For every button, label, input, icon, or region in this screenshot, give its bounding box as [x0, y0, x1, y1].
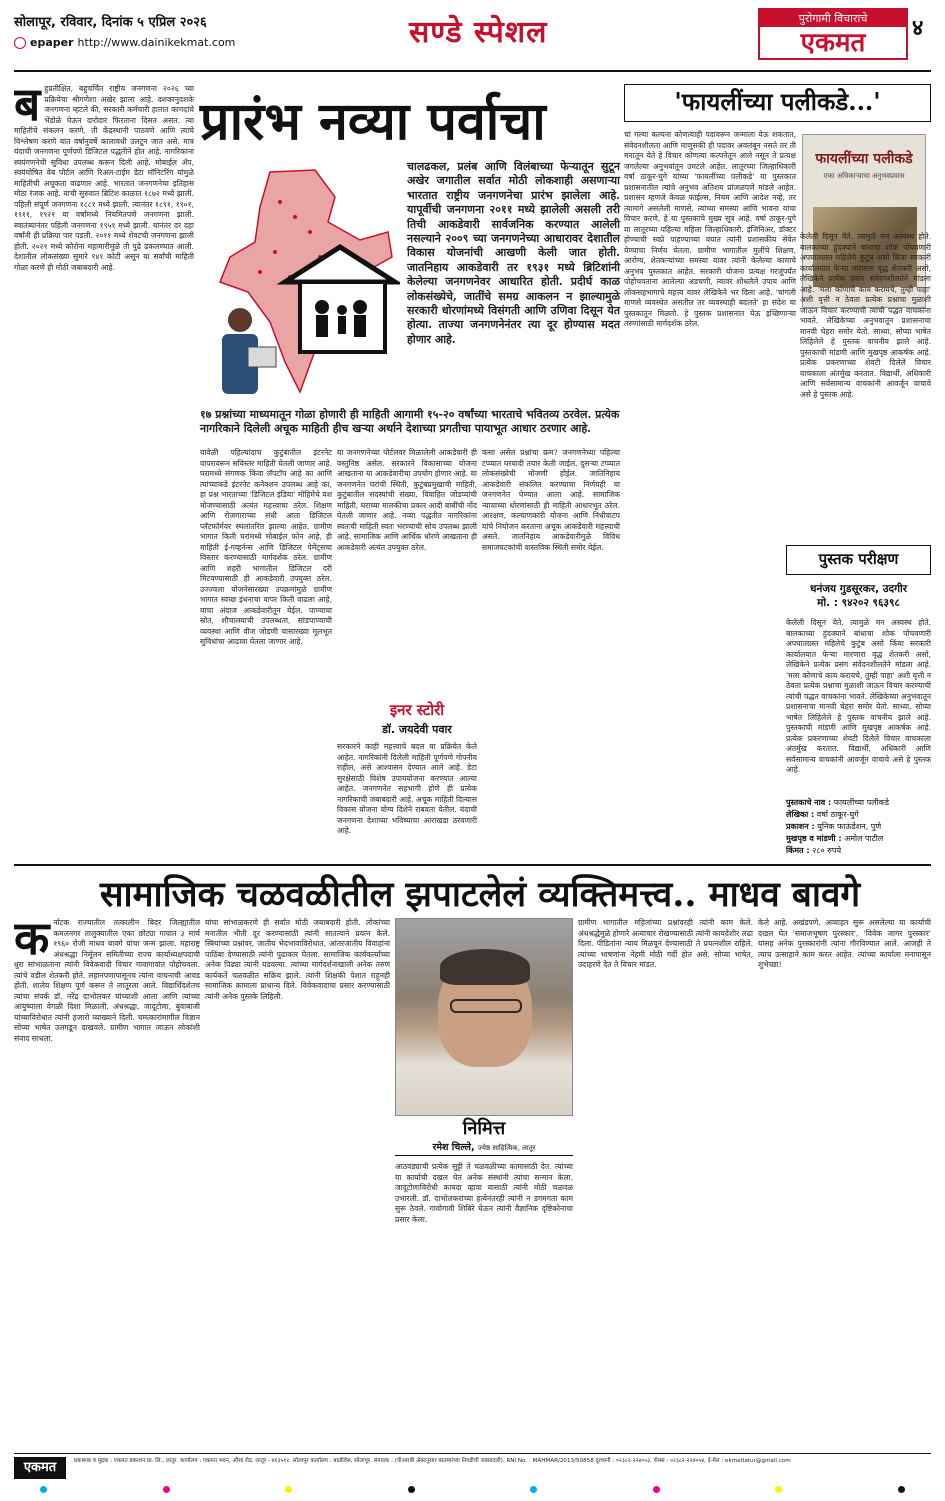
book-name-value: फायलींच्या पलीकडे	[833, 798, 890, 807]
registration-dot-yellow	[285, 1486, 292, 1493]
lead-column-a: यावेळी पहिल्यांदाच कुटुंबातील इंटरनेट वापरावरून सविस्तर माहिती घेतली जाणार आहे. घरामध्ये संगणक किंवा लॅपटॉप आहे का आणि त्यांच्याकडे इंटरनेट कनेक्शन उपलब्ध आहे का, हा प्रश्न भारताच्या 'डिजिटल इंडिया' मोहिमेचे यश मोजण्यासाठी अत्यंत महत्त्वाचा ठरेल. शिक्षण आणि रोजगाराच्या संधी आता डिजिटल प्लॅटफॉर्मवर स्थलांतरित झाल्या आहेत. ग्रामीण भागात किती घरांमध्ये मोबाईल फोन आहे, ही माहिती ई-गव्हर्नन्स आणि डिजिटल पेमेंट्सचा विस्तार करण्यासाठी मार्गदर्शक ठरेल. ग्रामीण आणि शहरी भागातील डिजिटल दरी मिटवण्यासाठी ही आकडेवारी उपयुक्त ठरेल. उज्ज्वला योजनेसारख्या उपक्रमांमुळे ग्रामीण भागात स्वच्छ इंधनाचा वापर किती वाढला आहे, याचा अंदाज आकडेवारीतून येईल. पाण्याचा स्रोत, शौचालयाची उपलब्धता, सांडपाण्याची व्यवस्था आणि वीज जोडणी यासारख्या मूलभूत सुविधांचा आढावा घेतला जाणार आहे.	[200, 448, 332, 646]
reviewer-byline	[786, 582, 931, 610]
edition-date: सोलापूर, रविवार, दिनांक ५ एप्रिल २०२६	[14, 15, 207, 30]
book-author-label: लेखिका :	[786, 810, 815, 819]
feature-dropcap: क	[14, 918, 50, 965]
imprint-text: प्रकाशक व मुद्रक : एकमत प्रकाशन प्रा. लि., लातूर. कार्यालय : एकमत भवन, औसा रोड, लातूर - ४१३५१२. सोलापूर कार्यालय : बाळीवेस, सोलापूर. संपादक : (पीआरबी ॲक्टनुसार बातम्यांच्या निवडीची जबाबदारी). RNI No. : MAHMAR/2013/50858 दूरध्वनी : ०२३८२-२२४०५३, फॅक्स : ०२३८२-२२४०५४, ई-मेल : ekmatlatur@gmail.com	[74, 1458, 791, 1464]
inner-story-byline	[337, 700, 497, 737]
book-price-label: किंमत :	[786, 846, 810, 855]
photo-caption-name: रमेश चिल्ले,	[432, 1142, 475, 1153]
feature-column-3: आठवड्याची प्रत्येक सुट्टी ते चळवळीच्या कामासाठी देत. त्यांच्या या कार्याची दखल घेत अनेक संस्थांनी त्यांचा सन्मान केला. जादूटोणाविरोधी कायदा व्हावा यासाठी त्यांनी मोठी चळवळ उभारली. डॉ. दाभोलकरांच्या हत्येनंतरही त्यांनी न डगमगता काम सुरू ठेवले. गावोगावी शिबिरे घेऊन त्यांनी वैज्ञानिक दृष्टिकोनाचा प्रसार केला.	[395, 1162, 573, 1224]
photo-caption-label: निमित्त	[462, 1118, 506, 1139]
book-publisher-label: प्रकाशन :	[786, 822, 815, 831]
feature-column-5: केले आहे. अखंडपणे, अव्याहत सुरू असलेल्या या कार्याची दखल घेत 'समाजभूषण पुरस्कार', 'विवेक जागर पुरस्कार' यांसह अनेक पुरस्कारांनी त्यांना गौरविण्यात आले. आजही ते त्याच उत्साहाने काम करत आहेत. त्यांच्या कार्याला मनापासून शुभेच्छा!	[758, 918, 931, 969]
print-registration-marks	[0, 1486, 945, 1498]
book-publisher-value: युनिक फाऊंडेशन, पुणे	[817, 822, 882, 831]
section-title: सण्डे स्पेशल	[409, 15, 548, 50]
reviewer-mobile: मो. : ९४२०२ ९६३९८	[817, 597, 900, 609]
lead-column-c: कसा असेल प्रश्नांचा क्रम? जनगणनेच्या पहिल्या टप्प्यात घरयादी तयार केली जाईल. दुसऱ्या टप्प्यात लोकसंख्येची मोजणी होईल. जातिनिहाय आकडेवारी संकलित करण्याचा निर्णयही या जनगणनेत घेण्यात आला आहे. सामाजिक न्यायाच्या धोरणांसाठी ही माहिती आधारभूत ठरेल. आरक्षण, कल्याणकारी योजना आणि निधीवाटप यांचे नियोजन करताना अचूक आकडेवारी महत्त्वाची असते. जातनिहाय आकडेवारीमुळे विविध समाजघटकांची वास्तविक स्थिती समोर येईल.	[482, 448, 620, 552]
book-cover-subtitle: एका अधिकाऱ्याचा अनुभवप्रवास	[823, 172, 905, 180]
masthead	[14, 8, 931, 70]
feature-column-2: यांचा सांभाळकरणे ही सर्वात मोठी जबाबदारी होती. लोकांच्या मनातील भीती दूर करण्यासाठी त्यांनी सातत्याने प्रयत्न केले. स्त्रियांच्या प्रश्नांवर, जातीय भेदभावाविरोधात, आंतरजातीय विवाहांना पाठिंबा देण्यासाठी त्यांनी पुढाकार घेतला. सामाजिक कार्यकर्त्यांच्या अनेक पिढ्या त्यांनी घडवल्या. त्यांच्या मार्गदर्शनाखाली अनेक तरुण कार्यकर्ते चळवळीत सक्रिय झाले. त्यांनी शिक्षकी पेशात राहूनही सामाजिक कामाला प्राधान्य दिले. विवेकवादाचा प्रसार करण्यासाठी त्यांनी अनेक पुस्तके लिहिली.	[205, 918, 390, 1001]
inner-story-author: डॉ. जयदेवी पवार	[382, 723, 452, 736]
lead-col1-text: हुप्रतीक्षित, बहुचर्चित राष्ट्रीय जनगणना २०२६ च्या प्रक्रियेचा श्रीगणेशा अखेर झाला आहे. दशकानुदशके जनगणना म्हटले की, सरकारी कर्मचारी हातात कागदांचे भेंडोळे घेऊन दारोदार फिरताना दिसत असत. त्या माहितीचे संकलन करणे, ती केंद्रस्थानी पाठवणे आणि त्याचे विश्लेषण करणे यात वर्षानुवर्षे कालावधी उलटून जात असे. मात्र यंदाची जनगणना पूर्णपणे डिजिटल पद्धतीने होत आहे. नागरिकांना स्वयंगणनेची सुविधा उपलब्ध करून दिली आहे. मोबाईल ॲप, स्वयंघोषित वेब पोर्टल आणि रिअल-टाईम डेटा मॉनिटरिंग यांमुळे माहितीची अचूकता वाढणार आहे. भारतात जनगणनेचा इतिहास मोठा रंजक आहे. याची सुरुवात ब्रिटिश काळात १८७२ मध्ये झाली. पहिली संपूर्ण जनगणना १८८१ मध्ये झाली. त्यानंतर १८९१, १९०१, १९११, १९२१ या वर्षांमध्ये नियमितपणे जनगणना झाली. स्वातंत्र्यानंतर पहिली जनगणना १९५१ मध्ये झाली. यानंतर दर दहा वर्षांनी ही प्रक्रिया पार पडली. २०११ मध्ये शेवटची जनगणना झाली होती. २०२१ मध्ये कोरोना महामारीमुळे ती पुढे ढकलण्यात आली. देशातील लोकसंख्या सुमारे १४१ कोटी असून या सर्वांची माहिती गोळा करणे ही मोठी जबाबदारी आहे.	[14, 84, 194, 272]
census-map-illustration	[200, 162, 400, 402]
book-price-value: २८० रुपये	[812, 846, 842, 855]
reviewer-name: धनंजय गुडसूरकर,	[809, 583, 880, 595]
photo-caption-role: ज्येष्ठ साहित्यिक, लातूर	[477, 1144, 536, 1152]
registration-dot-black	[898, 1486, 905, 1493]
epaper-link[interactable]	[14, 36, 235, 49]
footer-logo: एकमत	[14, 1457, 66, 1479]
masthead-rule	[14, 70, 931, 72]
book-cover-title: फायलींच्या पलीकडे	[815, 151, 913, 167]
book-review-title: 'फायलींच्या पलीकडे...'	[624, 84, 931, 122]
brand-name: एकमत	[800, 28, 866, 58]
feature-headline: सामाजिक चळवळीतील झपाटलेलं व्यक्तिमत्त्व.. माधव बावगे	[99, 874, 861, 915]
lead-intro: चालढकल, प्रलंब आणि विलंबाच्या फेऱ्यातून सुटून अखेर जगातील सर्वात मोठी लोकशाही असणाऱ्या भारतात राष्ट्रीय जनगणनेचा प्रारंभ झालेला आहे. यापूर्वीची जनगणना २०११ मध्ये झालेली असली तरी तिची आकडेवारी सार्वजनिक करण्यात आलेली नसल्याने २००९ च्या जनगणनेच्या आधारावर देशातील विकास योजनांची आखणी केली जात होती. जातनिहाय आकडेवारी तर १९३१ मध्ये ब्रिटिशांनी केलेल्या जनगणनेवर आधारित होती. प्रदीर्घ काळ लोकसंख्येचे, जातींचे समग्र आकलन न झाल्यामुळे सरकारी धोरणांमध्ये विसंगती आणि उणिवा दिसून येत होत्या. ताज्या जनगणनेनंतर त्या दूर होण्यास मदत होणार आहे.	[407, 160, 620, 346]
registration-dot-magenta	[653, 1486, 660, 1493]
book-review-column-3: केलेली दिसून येते. त्यामुळे मन अस्वस्थ होते. बालकाच्या हुंदक्याने बांधाचा शोक पोचवणारी अपघातग्रस्त महिलेचे कुटुंब असो किंवा सरकारी कार्यालयात फेऱ्या मारणारा वृद्ध शेतकरी असो, लेखिकेने प्रत्येक प्रसंग संवेदनशीलतेने मांडला आहे. 'मला कोणाचे काय करायचे, तुम्ही पाहा' अशी वृत्ती न ठेवता प्रत्येक प्रश्नाचा मुळाशी जाऊन विचार करण्याची त्यांची पद्धत वाचकांना भावते. लेखिकेच्या अनुभवातून प्रशासनाचा मानवी चेहरा समोर येतो. साध्या, सोप्या भाषेत लिहिलेले हे पुस्तक वाचनीय झाले आहे. पुस्तकाची मांडणी आणि मुखपृष्ठ आकर्षक आहे. प्रत्येक प्रकरणाच्या शेवटी दिलेले विचार वाचकाला अंतर्मुख करतात. विद्यार्थी, अधिकारी आणि सर्वसामान्य वाचकांनी आवर्जून वाचावे असे हे पुस्तक आहे.	[786, 618, 931, 774]
lead-column-1	[14, 84, 194, 854]
enumerator-figure	[222, 308, 276, 394]
globe-icon	[14, 37, 26, 49]
reviewer-place: उदगीर	[882, 583, 907, 595]
section-divider	[14, 864, 931, 866]
lead-column-b2: सरकारने काही महत्त्वाचे बदल या प्रक्रियेत केले आहेत. नागरिकांनी दिलेली माहिती पूर्णपणे गोपनीय राहील, असे आश्वासन देण्यात आले आहे. डेटा सुरक्षेसाठी विशेष उपाययोजना करण्यात आल्या आहेत. जनगणनेत सहभागी होणे ही प्रत्येक नागरिकाची जबाबदारी आहे. अचूक माहिती दिल्यास विकास योजना योग्य दिशेने राबवता येतील. यंदाची जनगणना देशाच्या भविष्याचा आराखडा ठरवणारी आहे.	[337, 742, 477, 835]
book-review-column-1: चां गल्या कल्पना कोणत्याही पदावरून जन्माला येऊ शकतात, संवेदनशीलता आणि माणुसकी ही पदावर अवलंबून नसते तर ती मनातून येते हे विचार कोणत्या कल्पनेतून आले नसून ते प्रत्यक्ष जगलेल्या अनुभवांतून उमटले आहेत. लातूरच्या जिल्हाधिकारी वर्षा ठाकूर-घुगे यांच्या 'फायलींच्या पलीकडे' या पुस्तकात प्रशासनातील त्यांचे अनुभव अतिशय प्रांजळपणे मांडले आहेत. प्रशासन म्हणजे केवळ फाईल्स, नियम आणि आदेश नव्हे, तर त्यामागे असलेली माणसे, त्यांच्या समस्या आणि भावना यांचा विचार करणे, हे या पुस्तकाचे मुख्य सूत्र आहे. वर्षा ठाकूर-घुगे या लातूरच्या पहिल्या महिला जिल्हाधिकारी. इंजिनिअर, डॉक्टर होण्याची स्वप्ने पाहण्याच्या वयात त्यांनी प्रशासकीय सेवेत येण्याचा निर्णय घेतला. ग्रामीण भागातील मुलींचे शिक्षण, आरोग्य, शेतकऱ्यांच्या समस्या यावर त्यांनी केलेल्या कामाचे अनुभव पुस्तकात आहेत. सरकारी योजना प्रत्यक्ष गरजूंपर्यंत पोहोचवताना आलेल्या अडचणी, त्यावर शोधलेले उपाय आणि लोकसहभागाचे महत्त्व यावर लेखिकेने भर दिला आहे. 'चांगली माणसे व्यवस्थेत असतील तर व्यवस्थाही बदलते' हा संदेश या पुस्तकातून मिळतो. हे पुस्तक प्रशासनात येऊ इच्छिणाऱ्या तरुणांसाठी मार्गदर्शक ठरेल.	[624, 130, 796, 328]
portrait-hair	[440, 949, 530, 985]
author-portrait-photo	[395, 918, 573, 1116]
book-cover-design-label: मुखपृष्ठ व मांडणी :	[786, 834, 842, 843]
registration-dot-magenta	[163, 1486, 170, 1493]
feature-col1-text: र्नाटक राज्यातील तत्कालीन बिदर जिल्ह्यातील कमलनगर तालुक्यातील एका छोट्या गावात ३ मार्च १९६० रोजी माधव बावगे यांचा जन्म झाला. महाराष्ट्र अंधश्रद्धा निर्मूलन समितीच्या राज्य कार्याध्यक्षपदाची धुरा सांभाळताना त्यांनी विवेकवादी विचार गावागावांत पोहोचवला. त्यांचे वडील शेतकरी होते. लहानपणापासूनच त्यांना वाचनाची आवड होती. शालेय शिक्षण पूर्ण करून ते लातूरला आले. विद्यार्थिदशेतच त्यांचा संपर्क डॉ. नरेंद्र दाभोलकर यांच्याशी आला आणि त्यांच्या आयुष्याला वेगळी दिशा मिळाली. अंधश्रद्धा, जादूटोणा, बुवाबाजी यांच्याविरोधात त्यांनी हजारो व्याख्याने दिली. चमत्कारांमागील विज्ञान सोप्या भाषेत उलगडून दाखवले. ग्रामीण भागात जाऊन लोकांशी संवाद साधला.	[14, 918, 200, 1043]
book-details	[786, 797, 931, 857]
newspaper-logo	[758, 8, 908, 60]
lead-dropcap: ब	[14, 84, 41, 131]
epaper-url[interactable]: http://www.dainikekmat.com	[77, 36, 236, 49]
inner-story-label: इनर स्टोरी	[389, 701, 445, 719]
registration-dot-yellow	[775, 1486, 782, 1493]
feature-column-1	[14, 918, 200, 1448]
lead-column-b: या जनगणनेच्या पोर्टलवर मिळालेली आकडेवारी ही वस्तुनिष्ठ असेल. सरकारने विकासाच्या योजना आखताना या आकडेवारीचा उपयोग होणार आहे. या जनगणनेत घरांची स्थिती, कुटुंबप्रमुखाची माहिती, कुटुंबातील सदस्यांची संख्या, विवाहित जोडप्यांची माहिती, घराच्या मालकीचा प्रकार आदी बाबींची नोंद घेतली जाणार आहे. नव्या पद्धतीत नागरिकांना स्वतःची माहिती स्वतः भरण्याची सोय उपलब्ध झाली आहे. सामाजिक आणि आर्थिक धोरणे आखताना ही आकडेवारी अत्यंत उपयुक्त ठरेल.	[337, 448, 477, 552]
brand-tagline: पुरोगामी विचाराचे	[760, 10, 906, 27]
imprint-footer	[14, 1453, 931, 1481]
lead-intro-continued: १७ प्रश्नांच्या माध्यमातून गोळा होणारी ही माहिती आगामी १५-२० वर्षांच्या भारताचे भवितव्य ठरवेल. प्रत्येक नागरिकाने दिलेली अचूक माहिती हीच खऱ्या अर्थाने देशाच्या प्रगतीचा पायाभूत आधार ठरणार आहे.	[200, 408, 620, 436]
portrait-spectacles	[450, 999, 522, 1013]
registration-dot-cyan	[40, 1486, 47, 1493]
registration-dot-black	[408, 1486, 415, 1493]
book-cover-design-value: अमोल पाटील	[844, 834, 884, 843]
page-number: ४	[912, 16, 924, 41]
feature-column-4: ग्रामीण भागातील महिलांच्या प्रश्नांवरही त्यांनी काम केले. अंधश्रद्धेमुळे होणारे अत्याचार रोखण्यासाठी त्यांनी कायदेशीर लढा दिला. पीडितांना न्याय मिळवून देण्यासाठी ते प्रयत्नशील राहिले. त्यांच्या भाषणांना नेहमी मोठी गर्दी होत असे. सोप्या भाषेत, उदाहरणे देत ते विचार मांडत.	[578, 918, 753, 969]
registration-dot-cyan	[530, 1486, 537, 1493]
lead-headline: प्रारंभ नव्या पर्वाचा	[200, 91, 546, 152]
epaper-label: epaper	[30, 36, 74, 49]
book-review-column-2: केलेली दिसून येते. त्यामुळे मन अस्वस्थ होते. बालकाच्या हुंदक्याने बांधाचा शोक पोचवणारी अपघातग्रस्त महिलेचे कुटुंब असो किंवा सरकारी कार्यालयात फेऱ्या मारणारा वृद्ध शेतकरी असो, लेखिकेने प्रत्येक प्रसंग संवेदनशीलतेने मांडला आहे. 'मला कोणाचे काय करायचे, तुम्ही पाहा' अशी वृत्ती न ठेवता प्रत्येक प्रश्नाचा मुळाशी जाऊन विचार करण्याची त्यांची पद्धत वाचकांना भावते. लेखिकेच्या अनुभवातून प्रशासनाचा मानवी चेहरा समोर येतो. साध्या, सोप्या भाषेत लिहिलेले हे पुस्तक वाचनीय झाले आहे. पुस्तकाची मांडणी आणि मुखपृष्ठ आकर्षक आहे. प्रत्येक प्रकरणाच्या शेवटी दिलेले विचार वाचकाला अंतर्मुख करतात. विद्यार्थी, अधिकारी आणि सर्वसामान्य वाचकांनी आवर्जून वाचावे असे हे पुस्तक आहे.	[800, 232, 931, 399]
book-review-label: पुस्तक परीक्षण	[786, 545, 931, 575]
book-author-value: वर्षा ठाकूर-घुगे	[816, 810, 859, 819]
photo-caption	[395, 1116, 573, 1156]
book-name-label: पुस्तकाचे नाव :	[786, 798, 832, 807]
